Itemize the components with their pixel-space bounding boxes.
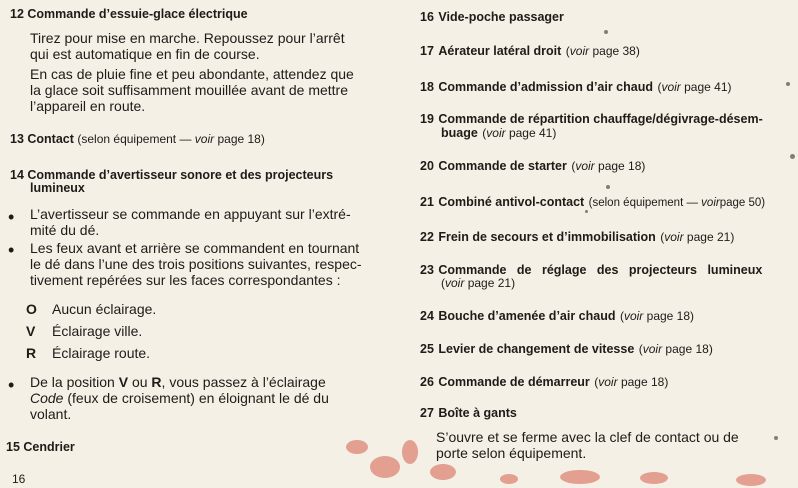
section-14-text: tivement repérées sur les faces correspondantes : <box>30 272 341 288</box>
page-reference: page 38 <box>592 44 636 58</box>
section-12-text: qui est automatique en fin de course. <box>30 46 260 62</box>
text-run: De la position <box>30 374 119 390</box>
stain <box>640 472 668 484</box>
section-14-text: mité du dé. <box>30 222 100 238</box>
item-number: 21 <box>420 195 434 209</box>
item-24: 24 Bouche d’amenée d’air chaud (voir page 18) <box>420 309 695 323</box>
section-13-note <box>77 132 264 146</box>
section-13-title: 13 Contact <box>10 132 74 146</box>
stain <box>370 456 400 478</box>
item-21-note: (selon équipement — <box>588 197 702 209</box>
position-label: Éclairage ville. <box>52 323 143 339</box>
item-title: Aérateur latéral droit <box>438 44 562 58</box>
text-run: (feux de croisement) en éloignant le dé du <box>63 390 329 406</box>
stain <box>402 440 418 464</box>
section-13-heading <box>10 132 265 146</box>
text-run: , vous passez à l’éclairage <box>161 374 326 390</box>
section-14-text <box>30 374 326 390</box>
item-number: 27 <box>420 406 434 420</box>
stain <box>560 470 600 484</box>
section-12-text: la glace soit suffisamment mouillée avant de mettre <box>30 82 349 98</box>
page-reference: page 21 <box>686 230 731 244</box>
voir-label: voir <box>623 309 644 323</box>
item-title: Commande de réglage des projecteurs lumineux <box>438 263 763 277</box>
item-20: 20 Commande de starter (voir page 18) <box>420 159 646 173</box>
section-12-text: En cas de pluie fine et peu abondante, attendez que <box>30 66 354 82</box>
item-title: Levier de changement de vitesse <box>438 342 635 356</box>
page-reference: page 18 <box>665 342 709 356</box>
voir-label: voir <box>701 197 720 209</box>
text-run: ou <box>128 374 152 390</box>
item-16 <box>420 8 564 26</box>
stain <box>736 474 766 486</box>
page-reference: page 21 <box>467 276 512 290</box>
page-reference: page 50 <box>719 197 762 209</box>
item-17: 17 Aérateur latéral droit (voir page 38) <box>420 44 640 58</box>
page-reference: page 41 <box>684 80 728 94</box>
item-title: Commande de démarreur <box>438 375 590 389</box>
item-number: 24 <box>420 309 434 323</box>
speck <box>606 185 610 189</box>
voir-label: voir <box>486 126 506 140</box>
item-title: Combiné antivol-contact <box>438 195 585 209</box>
section-14-text: L’avertisseur se commande en appuyant sur l’extré- <box>30 206 351 222</box>
section-12-heading: 12 Commande d’essuie-glace électrique <box>10 7 248 21</box>
item-title: Commande d’admission d’air chaud <box>438 80 653 94</box>
voir-label: voir <box>642 342 663 356</box>
item-number: 19 <box>420 112 434 126</box>
item-number: 26 <box>420 375 434 389</box>
speck <box>774 436 778 440</box>
item-21: 21 Combiné antivol-contact (selon équipement — voirpage 50) <box>420 195 766 209</box>
stain <box>346 440 368 454</box>
item-title: Commande de répartition chauffage/dégivrage-désem- <box>438 112 763 126</box>
item-number: 18 <box>420 80 434 94</box>
speck <box>604 30 608 34</box>
page-reference: page 18 <box>646 309 691 323</box>
text-run: Code <box>30 390 64 406</box>
section-13-note-text: (selon équipement — <box>77 132 195 146</box>
item-title: Frein de secours et d’immobilisation <box>438 230 656 244</box>
section-14-heading: 14 Commande d’avertisseur sonore et des projecteurs <box>10 168 334 182</box>
item-title: Commande de starter <box>438 159 567 173</box>
stain <box>500 474 518 484</box>
stain <box>430 464 456 480</box>
voir-label: voir <box>661 80 681 94</box>
bullet-icon: • <box>8 207 15 227</box>
voir-label: voir <box>194 132 215 146</box>
section-12-text: Tirez pour mise en marche. Repoussez pour l’arrêt <box>30 30 345 46</box>
page-reference: page 41 <box>508 126 553 140</box>
item-number: 23 <box>420 263 434 277</box>
position-letter: V <box>26 323 36 339</box>
item-19-cont: buage (voir page 41) <box>441 126 557 140</box>
text-run: V <box>118 374 129 390</box>
bullet-icon: • <box>8 375 15 395</box>
item-title: Bouche d’amenée d’air chaud <box>438 309 616 323</box>
speck <box>790 154 795 159</box>
page-reference: page 18 <box>598 159 642 173</box>
bullet-icon: • <box>8 240 15 260</box>
position-letter: R <box>26 345 37 361</box>
item-number: 17 <box>420 44 434 58</box>
page-number: 16 <box>12 472 26 486</box>
text-run: R <box>151 374 162 390</box>
voir-label: voir <box>598 375 618 389</box>
item-number: 16 <box>420 10 434 24</box>
item-25: 25 Levier de changement de vitesse (voir page 18) <box>420 342 713 356</box>
section-14-text <box>30 390 329 406</box>
item-18: 18 Commande d’admission d’air chaud (voir page 41) <box>420 80 732 94</box>
voir-label: voir <box>664 230 684 244</box>
section-14-heading: lumineux <box>30 181 85 195</box>
page-reference: page 18) <box>214 132 265 146</box>
voir-label: voir <box>569 44 590 58</box>
section-12-text: l’appareil en route. <box>30 98 146 114</box>
item-27 <box>420 404 517 422</box>
position-label: Éclairage route. <box>52 345 151 361</box>
position-label: Aucun éclairage. <box>52 301 157 317</box>
position-letter: O <box>26 301 37 317</box>
item-number: 25 <box>420 342 434 356</box>
item-number: 22 <box>420 230 434 244</box>
item-title: buage <box>441 126 478 140</box>
item-title: Vide-poche passager <box>438 10 564 24</box>
section-14-text: volant. <box>30 406 72 422</box>
speck <box>786 82 790 86</box>
item-27-text: porte selon équipement. <box>436 445 587 461</box>
item-title: Boîte à gants <box>438 406 517 420</box>
item-27-text: S’ouvre et se ferme avec la clef de contact ou de <box>436 429 739 445</box>
voir-label: voir <box>575 159 595 173</box>
item-23-cont: (voir page 21) <box>441 276 516 290</box>
page-reference: page 18 <box>620 375 665 389</box>
section-15-heading: 15 Cendrier <box>6 440 75 454</box>
section-14-text: Les feux avant et arrière se commandent en tournant <box>30 240 360 256</box>
voir-label: voir <box>445 276 465 290</box>
item-22: 22 Frein de secours et d’immobilisation (voir page 21) <box>420 230 735 244</box>
item-number: 20 <box>420 159 434 173</box>
section-14-text: le dé dans l’une des trois positions suivantes, respec- <box>30 256 362 272</box>
item-26: 26 Commande de démarreur (voir page 18) <box>420 375 669 389</box>
